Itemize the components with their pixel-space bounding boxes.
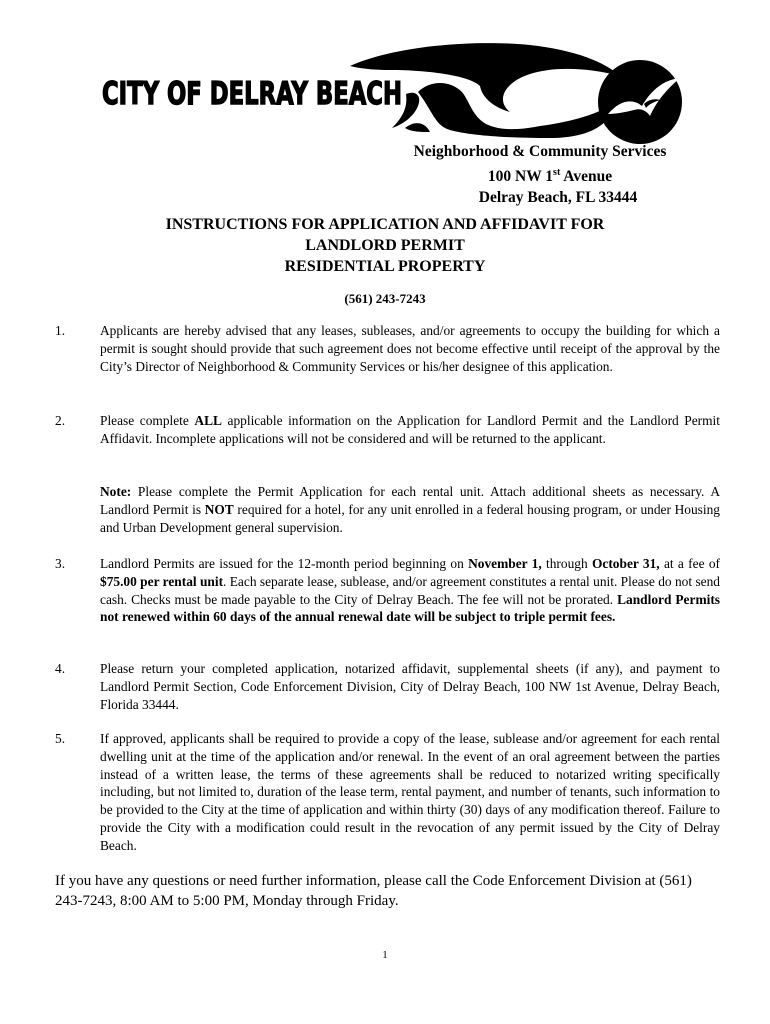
item-text: Landlord Permits are issued for the 12-month period beginning on November 1, through October 31, at a fee of $75.00 per rental unit. Each separate lease, sublease, and/or agreement constitutes a rental unit. Please do not send cash. Checks must be made payable to the City of Delray Beach. The fee will not be prorated. Landlord Permits not renewed within 60 days of the annual renewal date will be subject to triple permit fees. xyxy=(100,556,721,625)
title-line-2: LANDLORD PERMIT xyxy=(305,237,465,254)
phone-number: (561) 243-7243 xyxy=(344,291,426,306)
street-ordinal: st xyxy=(553,167,561,178)
document-title xyxy=(0,214,770,277)
note-block xyxy=(55,483,720,536)
note-text: Note: Please complete the Permit Application for each rental unit. Attach additional sheets as necessary. A Landlord Permit is NOT required for a hotel, for any unit enrolled in a federal housing program, or under Housing and Urban Development general supervision. xyxy=(100,484,720,535)
item-number: 1. xyxy=(55,323,66,338)
seagull-icon xyxy=(598,60,682,144)
city-state-zip: Delray Beach, FL 33444 xyxy=(478,189,638,207)
item-number: 5. xyxy=(55,731,66,746)
contact-paragraph: If you have any questions or need further information, please call the Code Enforcement Division at (561) 243-7243, 8:00 AM to 5:00 PM, Monday through Friday. xyxy=(55,873,692,909)
title-line-1: INSTRUCTIONS FOR APPLICATION AND AFFIDAVIT FOR xyxy=(165,216,605,233)
logo-text: CITY OF DELRAY BEACH xyxy=(102,76,402,112)
item-text: Please complete ALL applicable information on the Application for Landlord Permit and the Landlord Permit Affidavit. Incomplete applications will not be considered and will be returned to the applicant. xyxy=(100,413,720,446)
title-line-3: RESIDENTIAL PROPERTY xyxy=(284,258,486,275)
street-number: 100 NW 1 xyxy=(487,168,554,186)
instruction-item-5 xyxy=(55,730,720,855)
item-number: 4. xyxy=(55,661,66,676)
item-text: Please return your completed application, notarized affidavit, supplemental sheets (if any), and payment to Landlord Permit Section, Code Enforcement Division, City of Delray Beach, 100 NW 1st Avenue, Delray Beach, Florida 33444. xyxy=(100,661,720,712)
department-name: Neighborhood & Community Services xyxy=(413,143,667,160)
instruction-item-4 xyxy=(55,660,720,713)
city-logo xyxy=(100,40,690,145)
note-label: Note: xyxy=(100,484,132,499)
instruction-item-2 xyxy=(55,412,720,448)
page-number: 1 xyxy=(382,949,388,961)
department-address xyxy=(380,141,700,208)
item-text: If approved, applicants shall be required to provide a copy of the lease, sublease and/or agreement for each rental dwelling unit at the time of the application and/or renewal. In the event of an oral agreement between the parties instead of a written lease, the terms of these agreements shall be reduced to notarized writing specifically including, but not limited to, duration of the lease term, rental payment, and number of tenants, such information to be provided to the City at the time of application and within thirty (30) days of any modification thereof. Failure to provide the City with a modification could result in the revocation of any permit issued by the City of Delray Beach. xyxy=(100,731,720,853)
street-address xyxy=(380,162,700,187)
instruction-item-1 xyxy=(55,322,720,375)
item-number: 3. xyxy=(55,556,66,571)
item-number: 2. xyxy=(55,413,66,428)
instruction-item-3 xyxy=(55,555,720,626)
item-text: Applicants are hereby advised that any leases, subleases, and/or agreements to occupy the building for which a permit is sought should provide that such agreement does not become effective until receipt of the approval by the City’s Director of Neighborhood & Community Services or his/her designee of this application. xyxy=(100,323,720,374)
street-name: Avenue xyxy=(560,168,613,186)
